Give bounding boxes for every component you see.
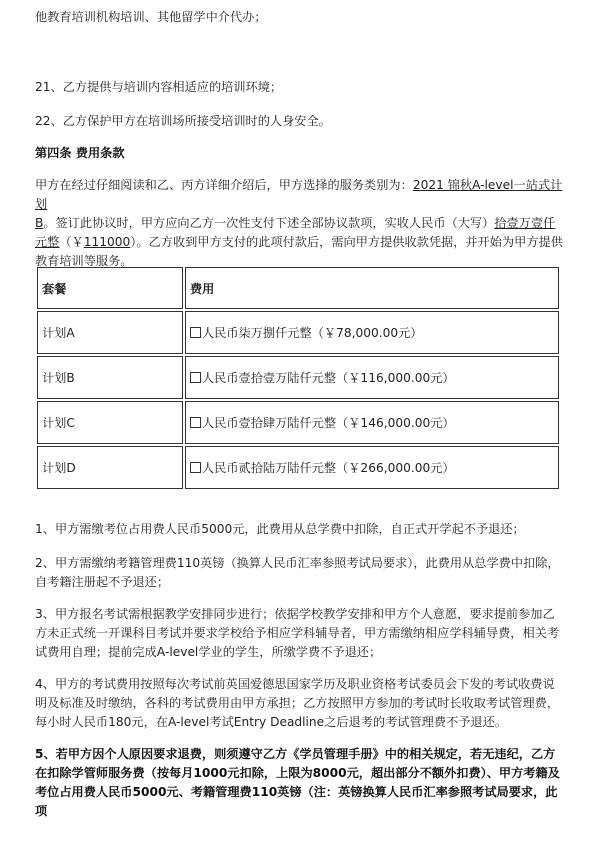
table-row bbox=[37, 311, 559, 354]
amount-number: 111000 bbox=[83, 235, 131, 249]
fee-text: 人民币柒万捌仟元整（￥78,000.00元） bbox=[202, 326, 423, 340]
plan-cell: 计划C bbox=[37, 401, 183, 444]
fee-text: 人民币壹拾壹万陆仟元整（￥116,000.00元） bbox=[202, 371, 455, 385]
header-fee: 费用 bbox=[185, 267, 559, 309]
table-row bbox=[37, 356, 559, 399]
table-row bbox=[37, 401, 559, 444]
plan-cell: 计划A bbox=[37, 311, 183, 354]
fee-intro-paragraph bbox=[35, 176, 565, 271]
amount-upper-suffix: 元整 bbox=[35, 235, 60, 249]
header-plan: 套餐 bbox=[37, 267, 183, 309]
clause-20-tail: 他教育培训机构培训、其他留学中介代办； bbox=[35, 10, 267, 24]
fee-cell bbox=[185, 356, 559, 399]
intro-text-d: ）。乙方收到甲方支付的此项付款后，需向甲方提供收款凭据，并开始为甲方提供教育培训等服务。 bbox=[35, 235, 563, 268]
checkbox-icon[interactable] bbox=[190, 327, 201, 338]
table-header-row bbox=[37, 267, 559, 309]
fee-table bbox=[35, 265, 561, 491]
clause-22: 22、乙方保护甲方在培训场所接受培训时的人身安全。 bbox=[35, 114, 331, 128]
table-row bbox=[37, 446, 559, 489]
fee-cell bbox=[185, 446, 559, 489]
note-5: 5、若甲方因个人原因要求退费，则须遵守乙方《学员管理手册》中的相关规定，若无违纪，乙方在扣除学管师服务费（按每月1000元扣除，上限为8000元，超出部分不额外扣费）、甲方考籍及考位占用费人民币5000元、考籍管理费110英镑（注：英镑换算人民币汇率参照考试局要求，此项 bbox=[35, 747, 560, 818]
plan-cell: 计划D bbox=[37, 446, 183, 489]
note-4: 4、甲方的考试费用按照每次考试前英国爱德思国家学历及职业资格考试委员会下发的考试收费说明及标准及时缴纳，各科的考试费用由甲方承担；乙方按照甲方参加的考试时长收取考试管理费，每小时人民币180元，在A-level考试Entry Deadline之后退考的考试管理费不予退还。 bbox=[35, 677, 560, 729]
note-1: 1、甲方需缴考位占用费人民币5000元，此费用从总学费中扣除，自正式开学起不予退还； bbox=[35, 522, 525, 536]
intro-text-b: 。签订此协议时，甲方应向乙方一次性支付下述全部协议款项，实收人民币（大写） bbox=[43, 216, 495, 230]
fee-text: 人民币壹拾肆万陆仟元整（￥146,000.00元） bbox=[202, 416, 455, 430]
clause-21: 21、乙方提供与培训内容相适应的培训环境； bbox=[35, 80, 283, 94]
service-name: 2021 锦秋A-level一站式计划 bbox=[35, 178, 563, 211]
intro-text-a: 甲方在经过仔细阅读和乙、丙方详细介绍后，甲方选择的服务类别为： bbox=[35, 178, 413, 192]
amount-upper: 拾壹万壹仟 bbox=[494, 216, 556, 230]
plan-cell: 计划B bbox=[37, 356, 183, 399]
note-2: 2、甲方需缴纳考籍管理费110英镑（换算人民币汇率参照考试局要求），此费用从总学费中扣除，自考籍注册起不予退还； bbox=[35, 556, 560, 589]
note-3: 3、甲方报名考试需根据教学安排同步进行；依据学校教学安排和甲方个人意愿，要求提前参加乙方未正式统一开课科目考试并要求学校给予相应学科辅导者，甲方需缴纳相应学科辅导费，相关考试费用自理；提前完成A-level学业的学生，所缴学费不予退还； bbox=[35, 607, 560, 659]
service-name-suffix: B bbox=[35, 216, 44, 230]
checkbox-icon[interactable] bbox=[190, 372, 201, 383]
fee-cell bbox=[185, 401, 559, 444]
intro-text-c: （￥ bbox=[59, 235, 84, 249]
checkbox-icon[interactable] bbox=[190, 417, 201, 428]
checkbox-icon[interactable] bbox=[190, 462, 201, 473]
fee-text: 人民币贰拾陆万陆仟元整（￥266,000.00元） bbox=[202, 461, 455, 475]
fee-cell bbox=[185, 311, 559, 354]
section-heading: 第四条 费用条款 bbox=[35, 146, 125, 160]
